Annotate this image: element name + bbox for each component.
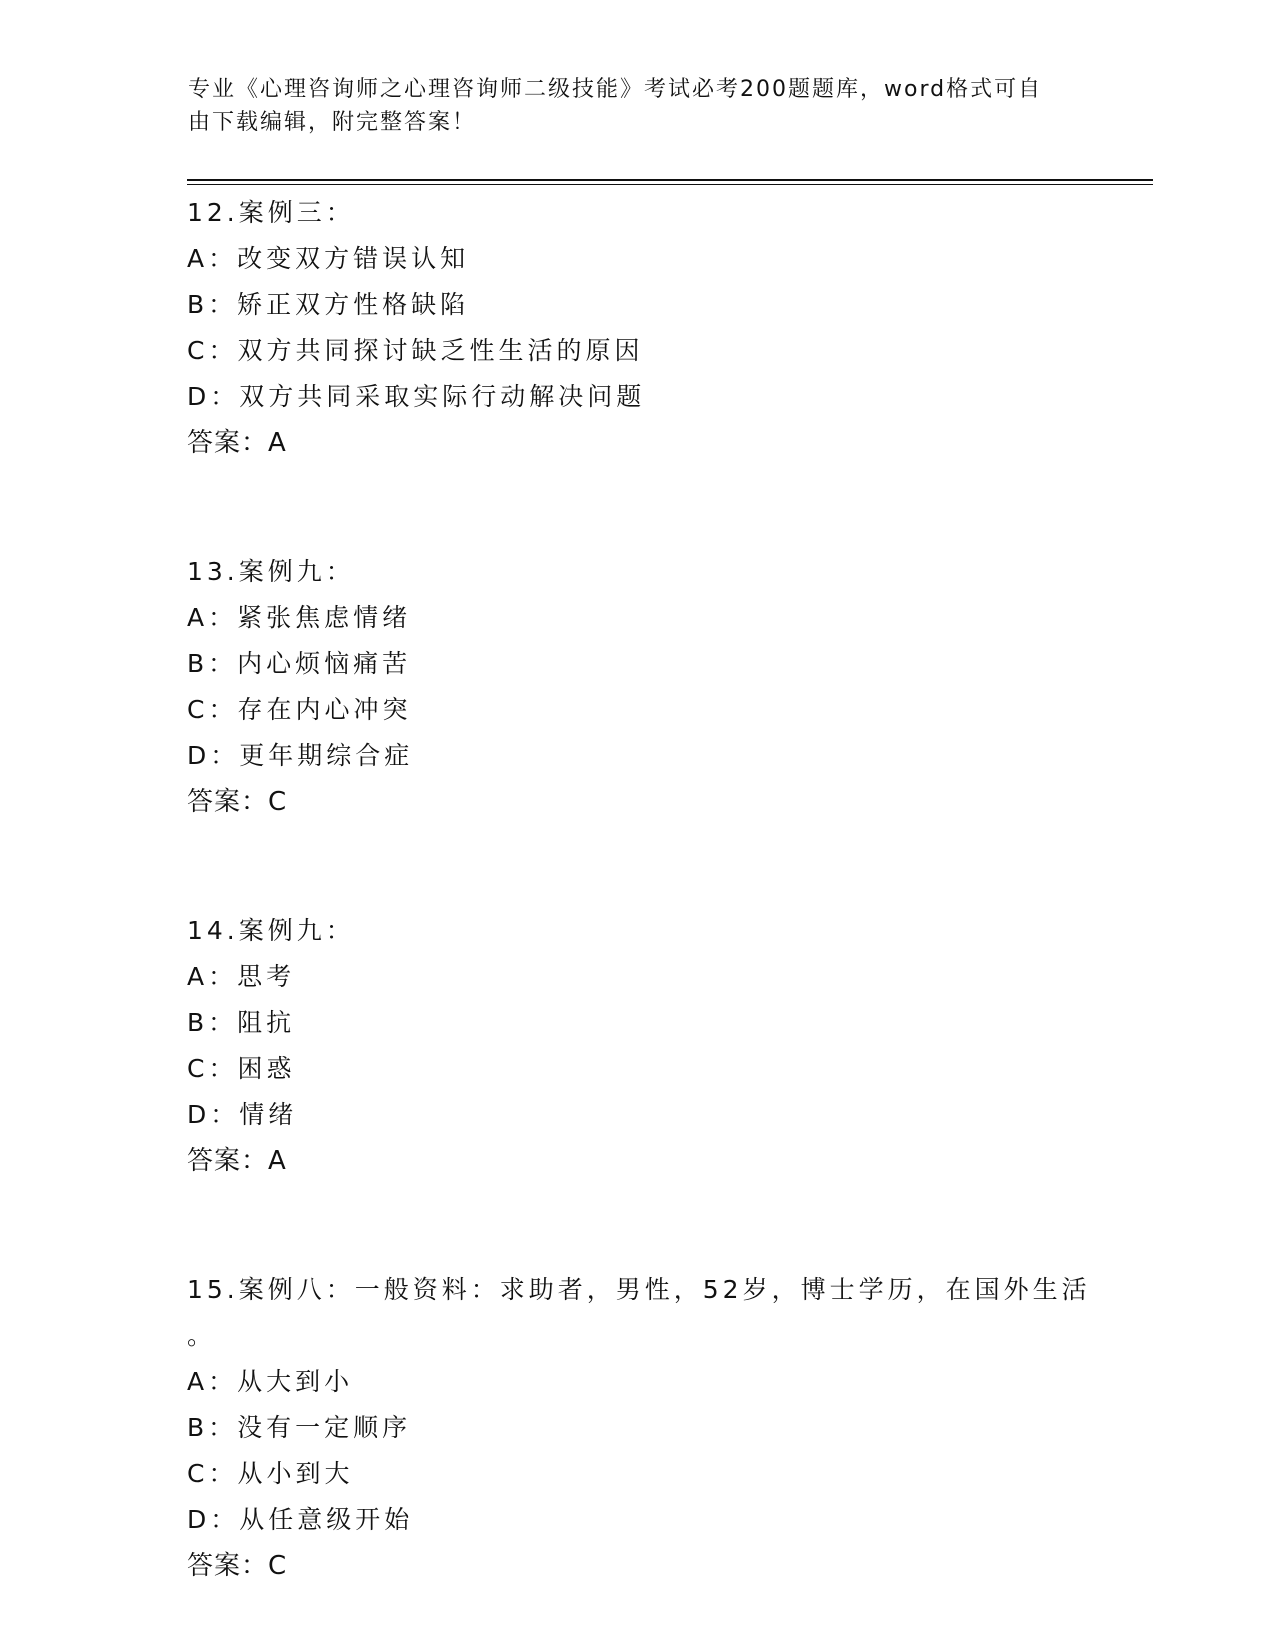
question-stem: 15.案例八：一般资料：求助者，男性，52岁，博士学历，在国外生活 [187,1275,1091,1304]
header-line-2: 由下载编辑，附完整答案！ [188,110,477,135]
answer: 答案：C [187,787,288,817]
option-b: B：矫正双方性格缺陷 [187,290,470,319]
question-list [187,190,1091,1589]
option-d: D：从任意级开始 [187,1505,414,1534]
option-d: D：更年期综合症 [187,741,414,770]
question-13 [187,549,1087,825]
option-d: D：双方共同采取实际行动解决问题 [187,382,646,411]
question-stem: 12.案例三： [187,198,355,227]
option-a: A：改变双方错误认知 [187,244,470,273]
header-rule-thick [187,179,1153,181]
option-d: D：情绪 [187,1100,298,1129]
header-line-1: 专业《心理咨询师之心理咨询师二级技能》考试必考200题题库，word格式可自 [188,77,1043,102]
question-14 [187,908,1087,1184]
question-stem-continuation: 。 [187,1321,217,1350]
answer: 答案：A [187,1146,287,1176]
question-stem: 13.案例九： [187,557,355,586]
option-b: B：阻抗 [187,1008,296,1037]
question-12 [187,190,1087,466]
option-c: C：困惑 [187,1054,296,1083]
option-c: C：双方共同探讨缺乏性生活的原因 [187,336,644,365]
option-c: C：存在内心冲突 [187,695,412,724]
question-stem: 14.案例九： [187,916,355,945]
option-a: A：思考 [187,962,296,991]
answer: 答案：A [187,428,287,458]
answer: 答案：C [187,1551,288,1581]
document-header [188,73,1068,139]
header-rule-thin [187,184,1153,185]
option-b: B：内心烦恼痛苦 [187,649,412,678]
option-a: A：紧张焦虑情绪 [187,603,412,632]
option-a: A：从大到小 [187,1367,354,1396]
option-c: C：从小到大 [187,1459,354,1488]
question-15 [187,1267,1091,1589]
option-b: B：没有一定顺序 [187,1413,412,1442]
